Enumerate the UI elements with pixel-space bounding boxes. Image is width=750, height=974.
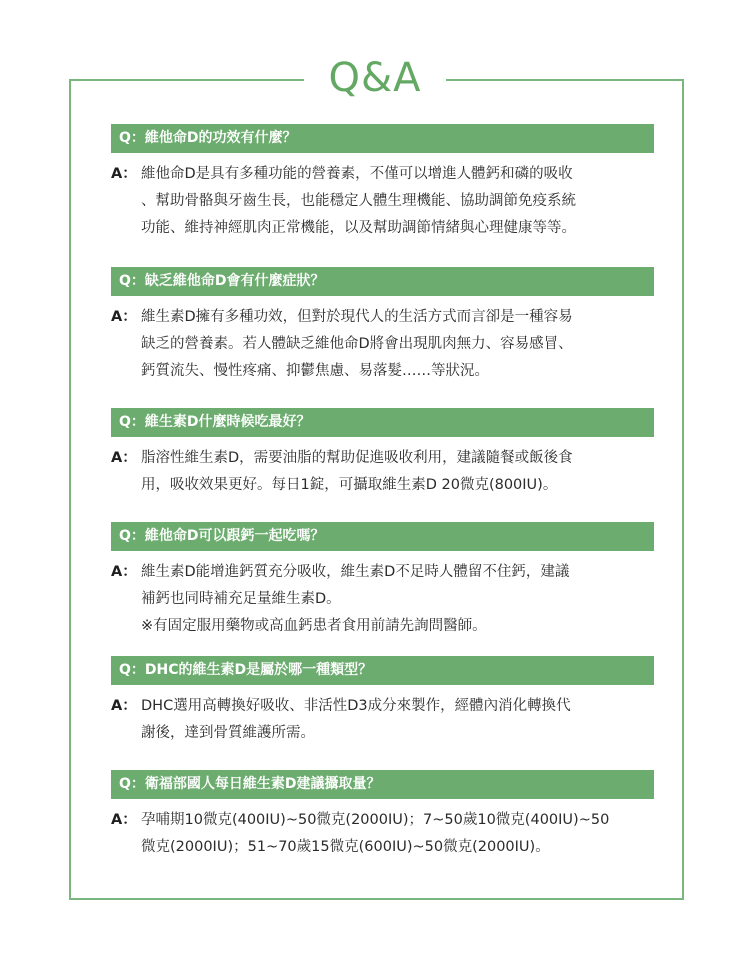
qa-item xyxy=(111,522,654,640)
answer xyxy=(111,807,654,861)
title-wrap xyxy=(0,52,750,104)
answer-line: 缺乏的營養素。若人體缺乏維他命D將會出現肌肉無力、容易感冒、 xyxy=(141,336,573,352)
question-bar: Q：維他命D的功效有什麼？ xyxy=(111,124,654,153)
answer xyxy=(111,161,654,242)
answer-label: A： xyxy=(111,812,137,828)
answer-line: 謝後，達到骨質維護所需。 xyxy=(141,725,315,741)
answer xyxy=(111,445,654,499)
question-bar: Q：DHC的維生素D是屬於哪一種類型？ xyxy=(111,656,654,685)
answer xyxy=(111,693,654,747)
question-bar: Q：維他命D可以跟鈣一起吃嗎？ xyxy=(111,522,654,551)
answer-line: 脂溶性維生素D，需要油脂的幫助促進吸收利用，建議隨餐或飯後食 xyxy=(141,450,573,466)
answer xyxy=(111,304,654,385)
answer-line: 孕哺期10微克(400IU)~50微克(2000IU)；7~50歲10微克(400IU)~50 xyxy=(141,812,610,828)
qa-item xyxy=(111,124,654,242)
answer-line: DHC選用高轉換好吸收、非活性D3成分來製作，經體內消化轉換代 xyxy=(141,698,571,714)
answer-label: A： xyxy=(111,309,137,325)
question-bar: Q：缺乏維他命D會有什麼症狀？ xyxy=(111,267,654,296)
answer-line: 功能、維持神經肌肉正常機能，以及幫助調節情緒與心理健康等等。 xyxy=(141,220,576,236)
answer-label: A： xyxy=(111,698,137,714)
question-bar: Q：衛福部國人每日維生素D建議攝取量？ xyxy=(111,770,654,799)
answer-line: 用，吸收效果更好。每日1錠，可攝取維生素D 20微克(800IU)。 xyxy=(141,477,558,493)
qa-item xyxy=(111,656,654,747)
answer-line: ※有固定服用藥物或高血鈣患者食用前請先詢問醫師。 xyxy=(141,618,487,634)
answer-label: A： xyxy=(111,564,137,580)
answer-line: 維生素D能增進鈣質充分吸收，維生素D不足時人體留不住鈣，建議 xyxy=(141,564,570,580)
question-bar: Q：維生素D什麼時候吃最好？ xyxy=(111,408,654,437)
answer-line: 微克(2000IU)；51~70歲15微克(600IU)~50微克(2000IU)。 xyxy=(141,839,550,855)
answer-line: 、幫助骨骼與牙齒生長，也能穩定人體生理機能、協助調節免疫系統 xyxy=(141,193,576,209)
answer-line: 維他命D是具有多種功能的營養素，不僅可以增進人體鈣和磷的吸收 xyxy=(141,166,573,182)
qa-item xyxy=(111,408,654,499)
answer-line: 鈣質流失、慢性疼痛、抑鬱焦慮、易落髮……等狀況。 xyxy=(141,363,489,379)
answer-line: 補鈣也同時補充足量維生素D。 xyxy=(141,591,341,607)
qa-item xyxy=(111,770,654,861)
answer-label: A： xyxy=(111,450,137,466)
qa-item xyxy=(111,267,654,385)
answer-line: 維生素D擁有多種功效，但對於現代人的生活方式而言卻是一種容易 xyxy=(141,309,573,325)
page-title: Q&A xyxy=(304,52,445,104)
answer xyxy=(111,559,654,640)
answer-label: A： xyxy=(111,166,137,182)
